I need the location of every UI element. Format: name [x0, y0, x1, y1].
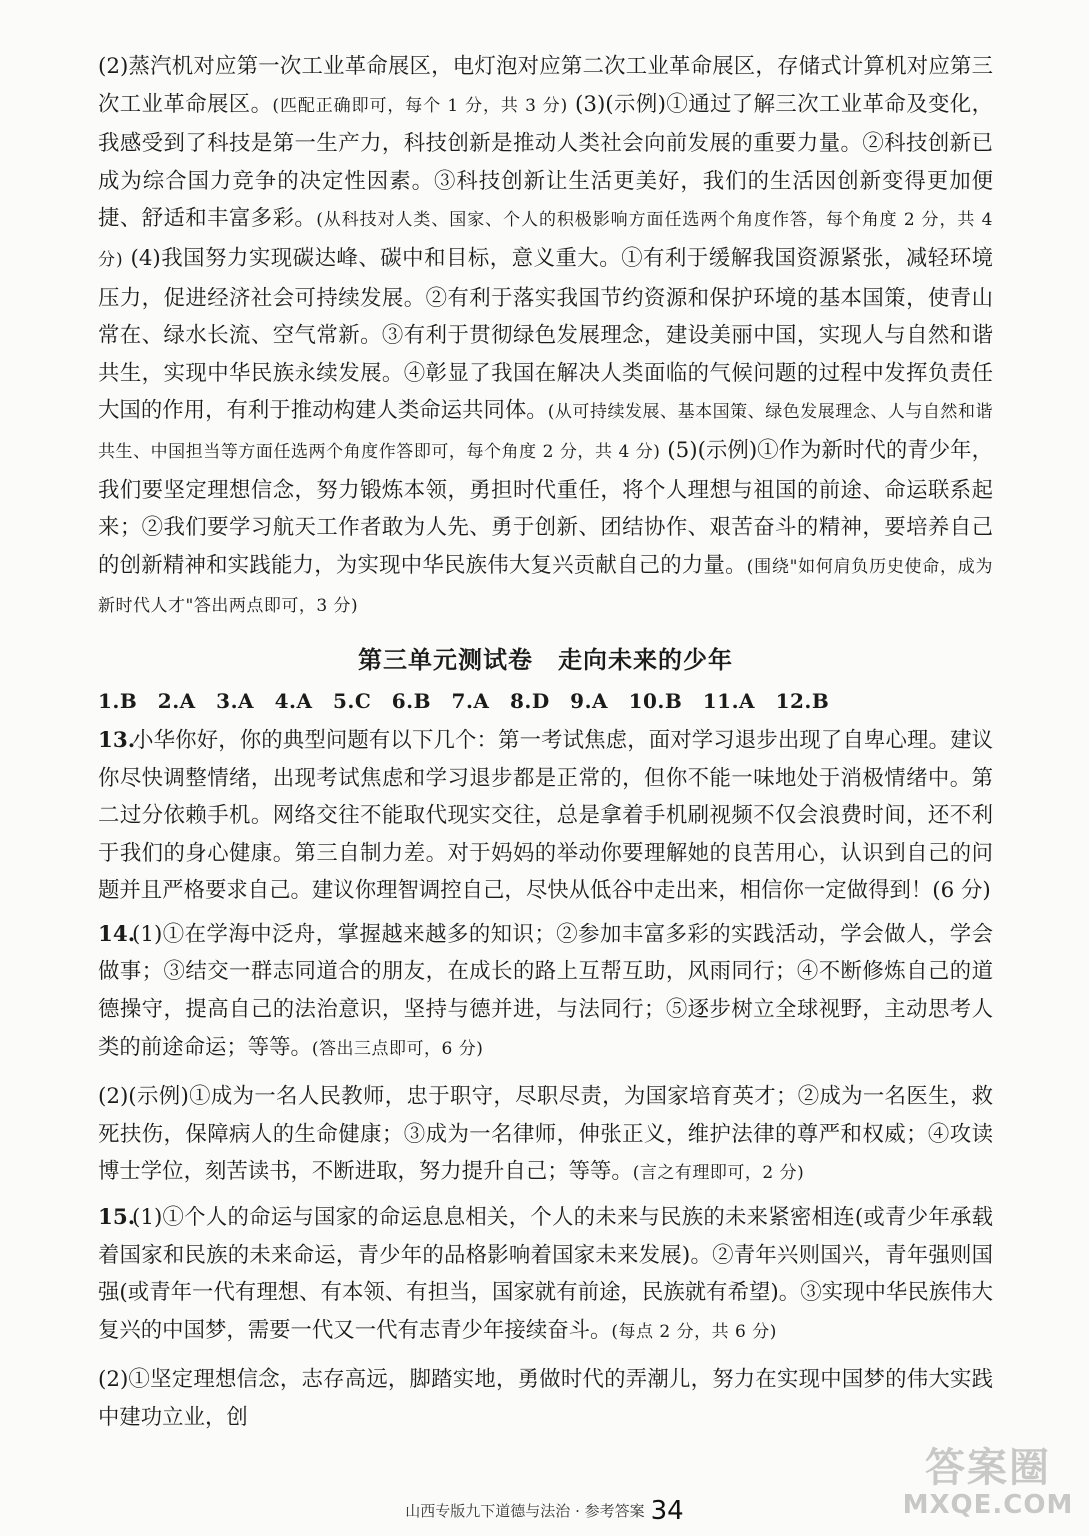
question-13: [98, 722, 993, 910]
answer-text: (2)(示例)①成为一名人民教师，忠于职守，尽职尽责，为国家培育英才；②成为一名医生，救死扶伤，保障病人的生命健康；③成为一名律师，伸张正义，维护法律的尊严和权威；④攻读博士学位，刻苦读书，不断进取，努力提升自己；等等。: [98, 1084, 993, 1185]
footer-text: 山西专版九下道德与法治 · 参考答案: [405, 1502, 645, 1520]
section-title: 第三单元测试卷 走向未来的少年: [358, 645, 733, 674]
answer-text: 小华你好，你的典型问题有以下几个：第一考试焦虑，面对学习退步出现了自卑心理。建议你尽快调整情绪，出现考试焦虑和学习退步都是正常的，但你不能一味地处于消极情绪中。第二过分依赖手机。网络交往不能取代现实交往，总是拿着手机刷视频不仅会浪费时间，还不利于我们的身心健康。第三自制力差。对于妈妈的举动你要理解她的良苦用心，认识到自己的问题并且严格要求自己。建议你理智调控自己，尽快从低谷中走出来，相信你一定做得到！(6 分): [98, 727, 993, 904]
scoring-note: (答出三点即可，6 分): [311, 1038, 484, 1059]
question-number: 14.: [98, 921, 136, 947]
multiple-choice-answers: 1.B 2.A 3.A 4.A 5.C 6.B 7.A 8.D 9.A 10.B 11.A 12.B: [98, 688, 830, 713]
answer-text: (3)(示例)①通过了解三次工业革命及变化，我感受到了科技是第一生产力，科技创新是推动人类社会向前发展的重要力量。②科技创新已成为综合国力竞争的决定性因素。③科技创新让生活更美好，我们的生活因创新变得更加便捷、舒适和丰富多彩。: [98, 91, 993, 232]
watermark-text: 答案圈: [925, 1445, 1051, 1491]
scoring-note: (从可持续发展、基本国策、绿色发展理念、人与自然和谐共生、中国担当等方面任选两个角度作答即可，每个角度 2 分，共 4 分): [98, 402, 993, 462]
answer-text: (4)我国努力实现碳达峰、碳中和目标，意义重大。①有利于缓解我国资源紧张，减轻环境压力，促进经济社会可持续发展。②有利于落实我国节约资源和保护环境的基本国策，使青山常在、绿水长流、空气常新。③有利于贯彻绿色发展理念，建设美丽中国，实现人与自然和谐共生，实现中华民族永续发展。④彰显了我国在解决人类面临的气候问题的过程中发挥负责任大国的作用，有利于推动构建人类命运共同体。: [98, 245, 993, 424]
question-number: 15.: [98, 1205, 136, 1231]
scoring-note: (每点 2 分，共 6 分): [611, 1321, 777, 1342]
answer-text: (5)(示例)①作为新时代的青少年，我们要坚定理想信念，努力锻炼本领，勇担时代重任，将个人理想与祖国的前途、命运联系起来；②我们要学习航天工作者敢为人先、勇于创新、团结协作、艰苦奋斗的精神，要培养自己的创新精神和实践能力，为实现中华民族伟大复兴贡献自己的力量。: [98, 437, 993, 578]
question-14: [98, 916, 993, 1193]
scoring-note: (匹配正确即可，每个 1 分，共 3 分): [272, 95, 568, 116]
scoring-note: (从科技对人类、国家、个人的积极影响方面任选两个角度作答，每个角度 2 分，共 4 分): [98, 210, 993, 270]
answer-text: (1)①个人的命运与国家的命运息息相关，个人的未来与民族的未来紧密相连(或青少年承载着国家和民族的未来命运，青少年的品格影响着国家未来发展)。②青年兴则国兴，青年强则国强(或青年一代有理想、有本领、有担当，国家就有前途，民族就有希望)。③实现中华民族伟大复兴的中国梦，需要一代又一代有志青少年接续奋斗。: [98, 1205, 993, 1343]
question-number: 13.: [98, 727, 136, 753]
sub-answer: [98, 1078, 993, 1193]
watermark-url: MXQE.COM: [902, 1490, 1074, 1520]
page-number: 34: [650, 1496, 684, 1526]
scoring-note: (围绕"如何肩负历史使命，成为新时代人才"答出两点即可，3 分): [98, 556, 993, 617]
answer-text: (1)①在学海中泛舟，掌握越来越多的知识；②参加丰富多彩的实践活动，学会做人，学会做事；③结交一群志同道合的朋友，在成长的路上互帮互助，风雨同行；④不断修炼自己的道德操守，提高自己的法治意识，坚持与德并进，与法同行；⑤逐步树立全球视野，主动思考人类的前途命运；等等。: [98, 921, 993, 1060]
answer-text: (2)蒸汽机对应第一次工业革命展区，电灯泡对应第二次工业革命展区，存储式计算机对应第三次工业革命展区。: [98, 54, 993, 117]
question-15: [98, 1199, 993, 1437]
watermark-logo: [893, 1446, 1083, 1532]
top-paragraph: [98, 48, 993, 626]
answer-text: (2)①坚定理想信念，志存高远，脚踏实地，勇做时代的弄潮儿，努力在实现中国梦的伟大实践中建功立业，创: [98, 1367, 993, 1430]
page-content: [98, 48, 993, 1437]
scoring-note: (言之有理即可，2 分): [632, 1163, 805, 1184]
sub-answer: [98, 1361, 993, 1436]
